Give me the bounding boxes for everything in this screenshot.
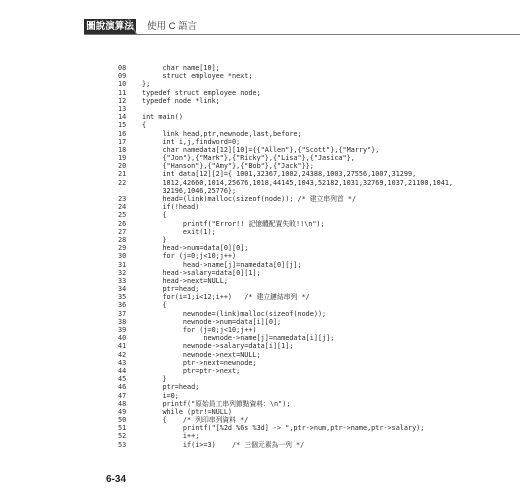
line-number: 15 <box>118 121 127 130</box>
code-text: head->num=data[0][0]; <box>142 244 249 253</box>
page-number: 6-34 <box>106 474 127 485</box>
line-number: 30 <box>118 252 127 261</box>
code-line <box>118 187 518 195</box>
code-line <box>118 89 518 97</box>
code-text: }; <box>142 80 151 89</box>
code-line <box>118 236 518 244</box>
code-line <box>118 383 518 391</box>
line-number: 11 <box>118 88 127 97</box>
code-line <box>118 351 518 359</box>
code-line <box>118 441 518 449</box>
code-line <box>118 416 518 424</box>
code-text: { /* 列印串列資料 */ <box>142 416 249 425</box>
code-line <box>118 293 518 301</box>
code-text: 32196,1046,25776}; <box>142 186 237 195</box>
code-text: struct employee *next; <box>142 72 253 81</box>
line-number: 09 <box>118 72 127 81</box>
line-number: 23 <box>118 195 127 203</box>
code-text: head->salary=data[0][1]; <box>142 268 261 277</box>
code-line <box>118 64 518 72</box>
code-text: } <box>142 375 167 384</box>
code-text: 1012,42660,1014,25676,1018,44145,1043,52182,1031,32769,1037,21100,1041, <box>142 178 453 187</box>
line-number: 29 <box>118 244 127 253</box>
line-number: 27 <box>118 227 127 236</box>
line-number: 50 <box>118 416 127 425</box>
code-text: } <box>142 235 167 244</box>
line-number: 32 <box>118 268 127 277</box>
code-line <box>118 334 518 342</box>
code-text: char namedata[12][10]={{"Allen"},{"Scott"},{"Marry"}, <box>142 145 380 154</box>
code-line <box>118 179 518 187</box>
code-text: ptr=head; <box>142 383 200 392</box>
code-line <box>118 220 518 228</box>
header-rule <box>84 34 520 35</box>
code-text: newnode=(link)malloc(sizeof(node)); <box>142 309 327 318</box>
code-text: ptr=ptr->next; <box>142 366 241 375</box>
code-text: int main() <box>142 113 183 122</box>
code-line <box>118 121 518 129</box>
code-text: head->next=NULL; <box>142 276 228 285</box>
code-text: while (ptr!=NULL) <box>142 407 233 416</box>
code-line <box>118 359 518 367</box>
line-number: 48 <box>118 399 127 408</box>
code-text: {"Jon"},{"Mark"},{"Ricky"},{"Lisa"},{"Jasica"}, <box>142 154 355 163</box>
page-header <box>0 0 520 40</box>
code-text: ptr=head; <box>142 285 200 294</box>
line-number: 10 <box>118 80 127 89</box>
code-line <box>118 130 518 138</box>
code-text: int i,j,findword=0; <box>142 137 241 146</box>
line-number: 36 <box>118 301 127 310</box>
code-line <box>118 432 518 440</box>
code-text: head=(link)malloc(sizeof(node)); /* 建立串列首 */ <box>142 195 357 203</box>
code-text: { <box>142 301 167 310</box>
line-number: 12 <box>118 96 127 105</box>
code-text: int data[12][2]={ 1001,32367,1002,24388,1003,27556,1007,31299, <box>142 170 417 179</box>
code-text: i++; <box>142 432 200 441</box>
code-line <box>118 162 518 170</box>
line-number: 44 <box>118 366 127 375</box>
line-number: 38 <box>118 317 127 326</box>
code-line <box>118 252 518 260</box>
code-line <box>118 375 518 383</box>
code-line <box>118 301 518 309</box>
code-line <box>118 203 518 211</box>
code-line <box>118 146 518 154</box>
line-number: 22 <box>118 178 127 187</box>
code-line <box>118 80 518 88</box>
code-text: link head,ptr,newnode,last,before; <box>142 129 302 138</box>
line-number: 34 <box>118 285 127 294</box>
code-line <box>118 170 518 178</box>
line-number: 25 <box>118 211 127 220</box>
line-number: 21 <box>118 170 127 179</box>
line-number: 28 <box>118 235 127 244</box>
line-number: 31 <box>118 260 127 269</box>
line-number: 20 <box>118 162 127 171</box>
line-number: 45 <box>118 375 127 384</box>
code-line <box>118 195 518 203</box>
code-line <box>118 211 518 219</box>
line-number: 35 <box>118 293 127 302</box>
code-line <box>118 310 518 318</box>
code-line <box>118 342 518 350</box>
code-line <box>118 318 518 326</box>
code-text: printf("原始員工串列節點資料：\n"); <box>142 399 291 408</box>
code-line <box>118 154 518 162</box>
code-line <box>118 105 518 113</box>
code-line <box>118 392 518 400</box>
code-listing <box>118 64 518 449</box>
code-text: newnode->name[j]=namedata[i][j]; <box>142 334 335 343</box>
code-text: head->name[j]=namedata[0][j]; <box>142 260 302 269</box>
line-number: 24 <box>118 203 127 212</box>
line-number: 43 <box>118 358 127 367</box>
code-text: exit(1); <box>142 227 216 236</box>
code-line <box>118 97 518 105</box>
line-number: 47 <box>118 391 127 400</box>
line-number: 16 <box>118 129 127 138</box>
code-text: char name[10]; <box>142 64 220 72</box>
code-line <box>118 228 518 236</box>
code-line <box>118 269 518 277</box>
code-line <box>118 113 518 121</box>
code-line <box>118 244 518 252</box>
code-text: if(i>=3) /* 三個元素為一列 */ <box>142 440 305 449</box>
code-text: for(i=1;i<12;i++) /* 建立鏈結串列 */ <box>142 293 310 302</box>
code-text: typedef struct employee node; <box>142 88 261 97</box>
line-number: 08 <box>118 64 127 72</box>
line-number: 13 <box>118 104 127 113</box>
line-number: 37 <box>118 309 127 318</box>
code-text: { <box>142 211 167 220</box>
line-number: 42 <box>118 350 127 359</box>
code-text: newnode->salary=data[i][1]; <box>142 342 294 351</box>
line-number: 46 <box>118 383 127 392</box>
line-number: 14 <box>118 113 127 122</box>
code-line <box>118 367 518 375</box>
code-line <box>118 408 518 416</box>
line-number: 53 <box>118 440 127 449</box>
code-line <box>118 72 518 80</box>
line-number: 33 <box>118 276 127 285</box>
line-number: 26 <box>118 219 127 228</box>
code-text: i=0; <box>142 391 179 400</box>
code-text: { <box>142 121 147 130</box>
line-number: 18 <box>118 145 127 154</box>
line-number: 40 <box>118 334 127 343</box>
line-number: 39 <box>118 326 127 334</box>
book-subtitle: 使用 C 語言 <box>147 21 198 32</box>
line-number: 41 <box>118 342 127 351</box>
code-text: printf("Error!! 記憶體配置失敗!!\n"); <box>142 219 325 228</box>
code-text: {"Hanson"},{"Amy"},{"Bob"},{"Jack"}}; <box>142 162 314 171</box>
line-number: 52 <box>118 432 127 441</box>
code-text: newnode->next=NULL; <box>142 350 261 359</box>
code-line <box>118 424 518 432</box>
code-text: ptr->next=newnode; <box>142 358 257 367</box>
line-number: 51 <box>118 424 127 433</box>
code-line <box>118 400 518 408</box>
code-text: for (j=0;j<10;j++) <box>142 326 257 334</box>
code-text: for (j=0;j<10;j++) <box>142 252 237 261</box>
code-line <box>118 138 518 146</box>
line-number: 17 <box>118 137 127 146</box>
line-number: 19 <box>118 154 127 163</box>
code-text: typedef node *link; <box>142 96 220 105</box>
code-text: newnode->num=data[i][0]; <box>142 317 282 326</box>
code-text: printf("[%2d %6s %3d] -> ",ptr->num,ptr->name,ptr->salary); <box>142 424 425 433</box>
line-number: 49 <box>118 407 127 416</box>
code-text: if(!head) <box>142 203 200 212</box>
code-line <box>118 326 518 334</box>
code-line <box>118 277 518 285</box>
code-line <box>118 261 518 269</box>
book-title-tab: 圖說演算法 <box>84 19 136 34</box>
